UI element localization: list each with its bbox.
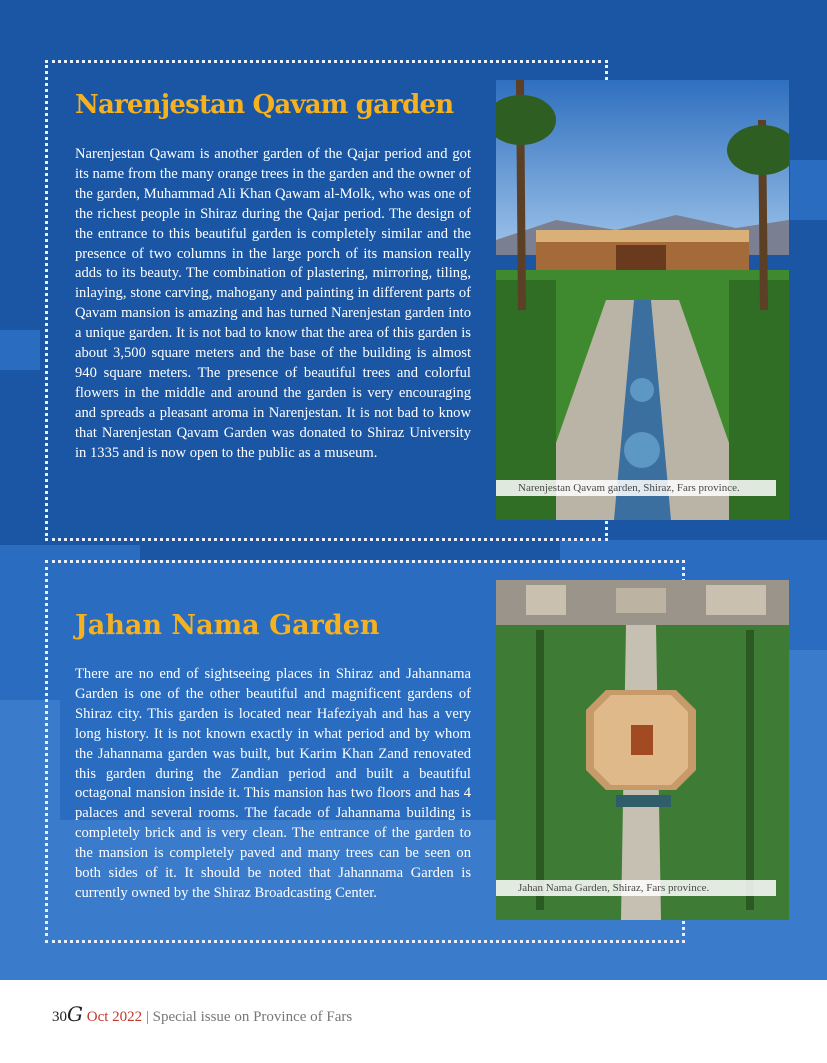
magazine-logo: G <box>67 1002 83 1026</box>
narenjestan-photo <box>496 80 789 520</box>
section1-body: Narenjestan Qawam is another garden of the Qajar period and got its name from the many orange trees in the garden and the owner of the garden, Muhammad Ali Khan Qawam al-Molk, who was one of the richest people in Shiraz during the Qajar period. The design of the entrance to this beautiful garden is completely similar and the presence of two columns in the large porch of its mansion really adds to its beauty. The combination of plastering, mirroring, tiling, inlaying, stone carving, mahogany and painting in different parts of Qavam mansion is amazing and has turned Narenjestan garden into a unique garden. It is not bad to know that the area of this garden is about 3,500 square meters and the base of the building is almost 940 square meters. The presence of beautiful trees and colorful flowers in the middle and around the garden is very encouraging and spreads a pleasant aroma in Narenjestan. It is not bad to know that Narenjestan Qavam Garden was donated to Shiraz University in 1335 and is now open to the public as a museum. <box>75 146 471 461</box>
page-footer <box>52 1002 352 1026</box>
footer-separator: | <box>145 1009 149 1025</box>
issue-title: Special issue on Province of Fars <box>152 1009 353 1025</box>
issue-date: Oct 2022 <box>86 1009 143 1025</box>
narenjestan-caption: Narenjestan Qavam garden, Shiraz, Fars province. <box>496 480 776 496</box>
jahan-nama-photo <box>496 580 789 920</box>
section2-body: There are no end of sightseeing places in Shiraz and Jahannama Garden is one of the other beautiful and magnificent gardens of Shiraz city. This garden is located near Hafeziyah and has a very long history. It is not known exactly in what period and by whom the Jahannama garden was built, but Karim Khan Zand renovated this garden during the Zandian period and built a beautiful octagonal mansion inside it. This mansion has two floors and has 4 palaces and several rooms. The facade of Jahannama building is completely brick and is very clean. The entrance of the garden to the mansion is completely paved and many trees can be seen on both sides of it. It should be noted that Jahannama Garden is currently owned by the Shiraz Broadcasting Center. <box>75 666 471 901</box>
section2-title: Jahan Nama Garden <box>75 610 380 641</box>
section1-title: Narenjestan Qavam garden <box>75 90 454 120</box>
page-number: 30 <box>52 1009 67 1025</box>
jahan-nama-caption: Jahan Nama Garden, Shiraz, Fars province. <box>496 880 776 896</box>
